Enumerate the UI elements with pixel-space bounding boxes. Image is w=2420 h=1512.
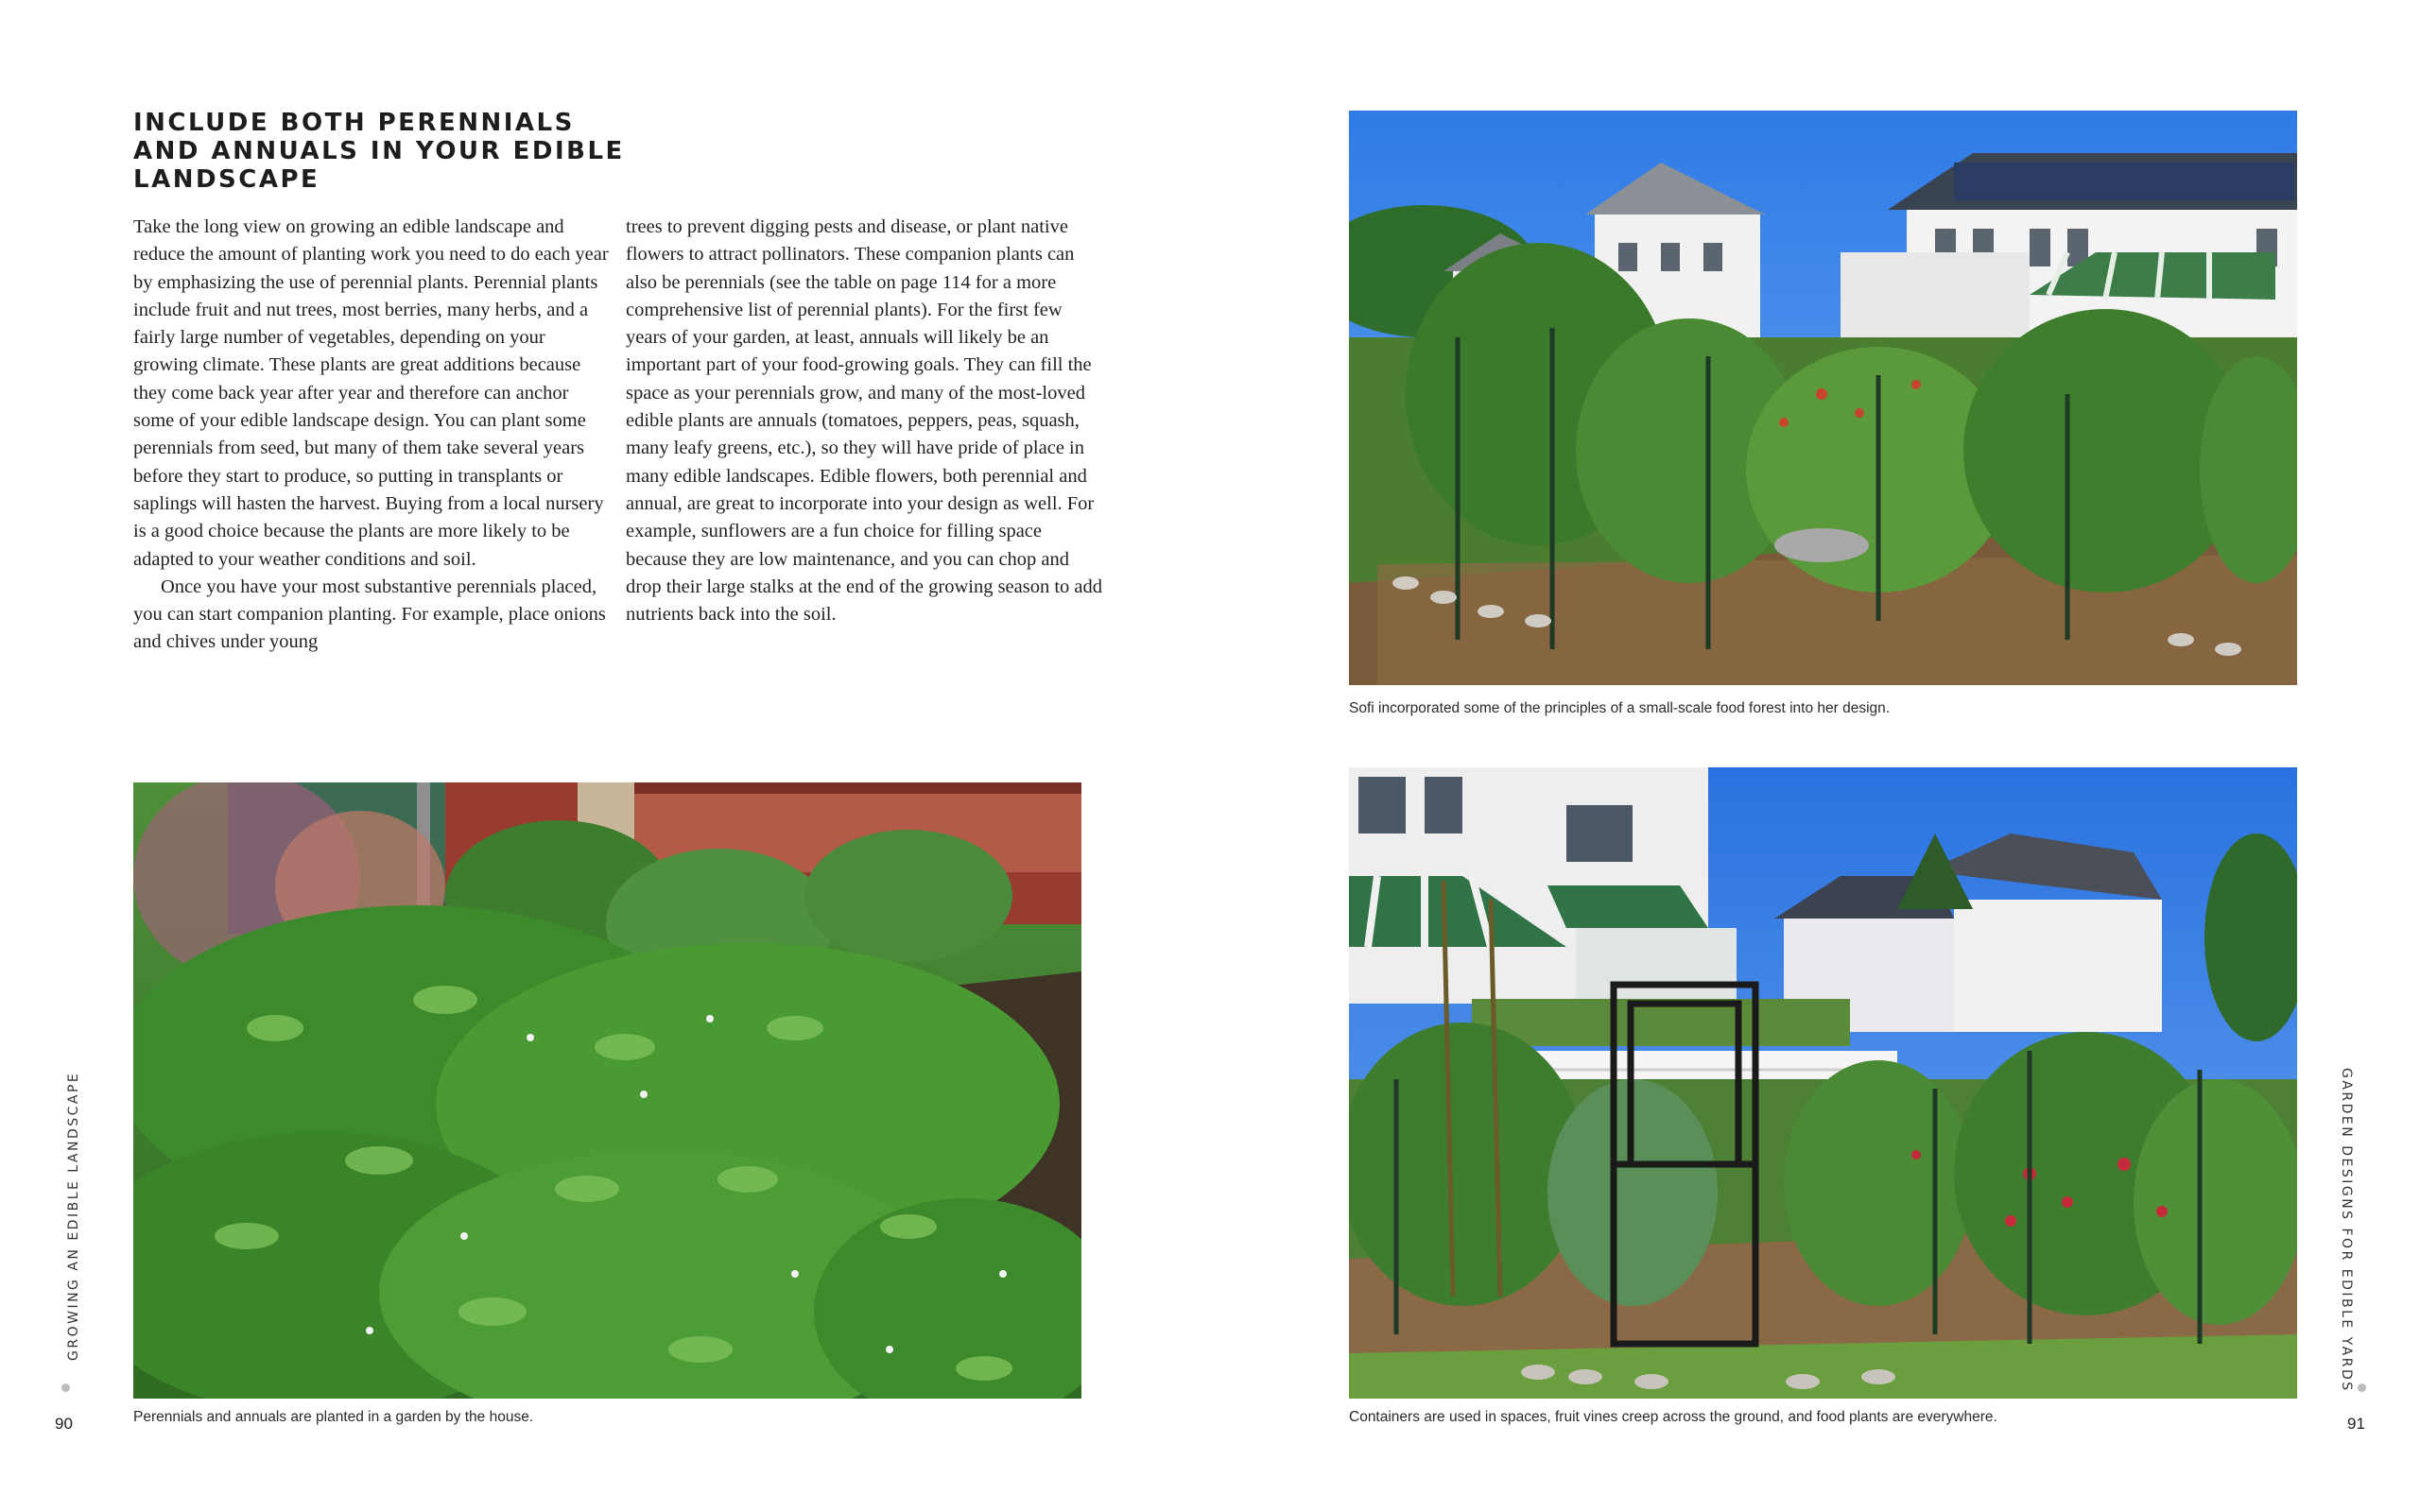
food-forest-photo-illustration <box>1349 111 2297 685</box>
running-head-right: GARDEN DESIGNS FOR EDIBLE YARDS <box>2339 1068 2354 1393</box>
page-number-left: 90 <box>55 1415 73 1433</box>
right-page <box>1210 0 2420 1512</box>
caption-house-garden: Perennials and annuals are planted in a garden by the house. <box>133 1409 534 1425</box>
photo-food-forest <box>1349 111 2297 685</box>
paragraph-2: Once you have your most substantive perennials placed, you can start companion planting. For example, place onions and chives under young <box>133 576 606 653</box>
photo-house-garden <box>133 782 1081 1399</box>
caption-garden-gate: Containers are used in spaces, fruit vines creep across the ground, and food plants are everywhere. <box>1349 1409 1997 1425</box>
body-column-1 <box>133 214 614 657</box>
body-column-2 <box>626 214 1106 628</box>
garden-gate-photo-illustration <box>1349 767 2297 1399</box>
paragraph-3: trees to prevent digging pests and disease, or plant native flowers to attract pollinators. These companion plants can also be perennials (see the table on page 114 for a more comprehensive list of perennial plants). For the first few years of your garden, at least, annuals will likely be an important part of your food-growing goals. They can fill the space as your perennials grow, and many of the most-loved edible plants are annuals (tomatoes, peppers, peas, squash, many leafy greens, etc.), so they will have pride of place in many edible landscapes. Edible flowers, both perennial and annual, are great to incorporate into your design as well. For example, sunflowers are a fun choice for filling space because they are low maintenance, and you can chop and drop their large stalks at the end of the growing season to add nutrients back into the soil. <box>626 216 1103 626</box>
folio-dot-left <box>61 1383 70 1392</box>
paragraph-1: Take the long view on growing an edible landscape and reduce the amount of planting work you need to do each year by emphasizing the use of perennial plants. Perennial plants include fruit and nut trees, most berries, many herbs, and a fairly large number of vegetables, depending on your growing climate. These plants are great additions because they come back year after year and therefore can anchor some of your edible landscape design. You can plant some perennials from seed, but many of them take several years before they start to produce, so putting in transplants or saplings will hasten the harvest. Buying from a local nursery is a good choice because the plants are more likely to be adapted to your weather conditions and soil. <box>133 216 609 570</box>
garden-photo-illustration <box>133 782 1081 1399</box>
folio-dot-right <box>2358 1383 2366 1392</box>
photo-garden-gate <box>1349 767 2297 1399</box>
page-number-right: 91 <box>2347 1415 2365 1433</box>
caption-food-forest: Sofi incorporated some of the principles of a small-scale food forest into her design. <box>1349 700 1891 716</box>
running-head-left: GROWING AN EDIBLE LANDSCAPE <box>66 1071 81 1361</box>
section-heading: INCLUDE BOTH PERENNIALS AND ANNUALS IN YOUR EDIBLE LANDSCAPE <box>133 109 625 194</box>
